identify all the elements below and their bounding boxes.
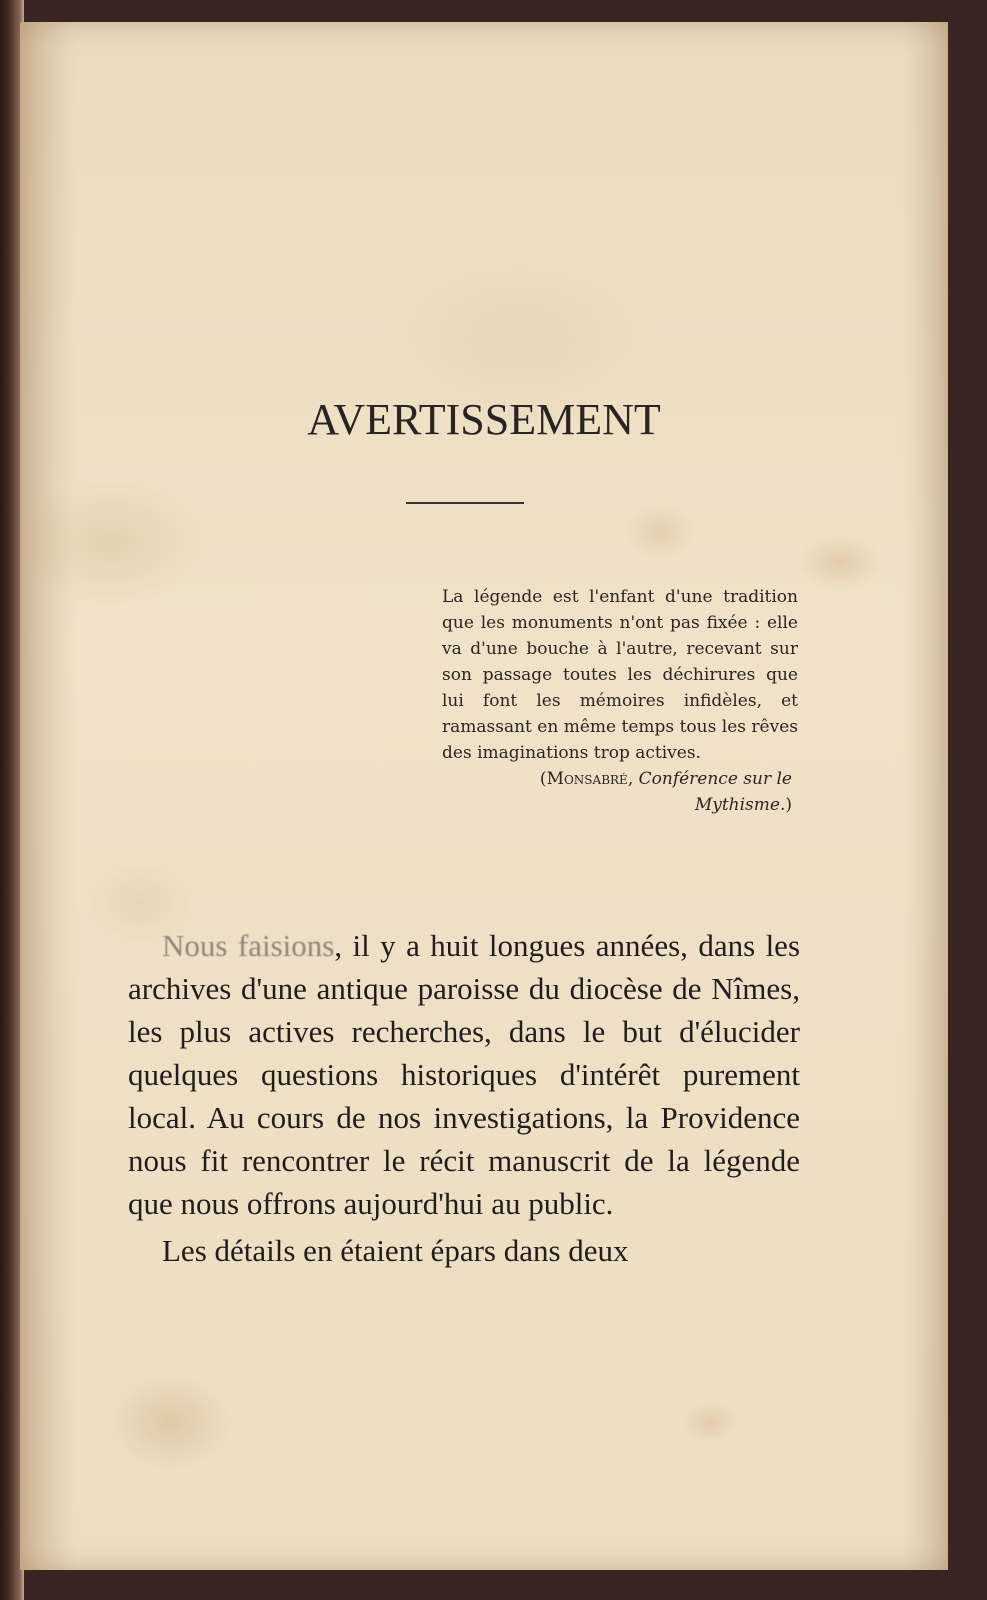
book-page [20,22,948,1570]
page-title: AVERTISSEMENT [307,395,661,444]
title-divider [406,502,524,504]
paragraph-1 [128,924,800,1225]
paragraph-1-rest: , il y a huit longues années, dans les archives d'une antique paroisse du diocèse de Nîmes, les plus actives recherches, dans le but d'élucider quelques questions historiques d'intérêt purement local. Au cours de nos investigations, la Providence nous fit rencontrer le récit manuscrit de la légende que nous offrons aujourd'hui au public. [128,928,801,1221]
epigraph [442,584,798,818]
citation-separator: , [627,769,639,789]
citation-author: Monsabré [546,769,628,789]
paragraph-1-faded-start: Nous faisions [162,928,335,963]
citation-open: ( [539,769,547,789]
epigraph-citation [442,766,798,818]
epigraph-text: La légende est l'enfant d'une tradition que les monuments n'ont pas fixée : elle va d'une bouche à l'autre, recevant sur son passage toutes les déchirures que lui font les mémoires infidèles, et ramassant en même temps tous les rêves des imaginations trop actives. [442,587,798,763]
citation-close: ) [785,795,792,815]
body-text [128,924,800,1276]
paragraph-2: Les détails en étaient épars dans deux [162,1233,629,1268]
citation-work: Conférence sur le Mythisme. [638,769,792,815]
